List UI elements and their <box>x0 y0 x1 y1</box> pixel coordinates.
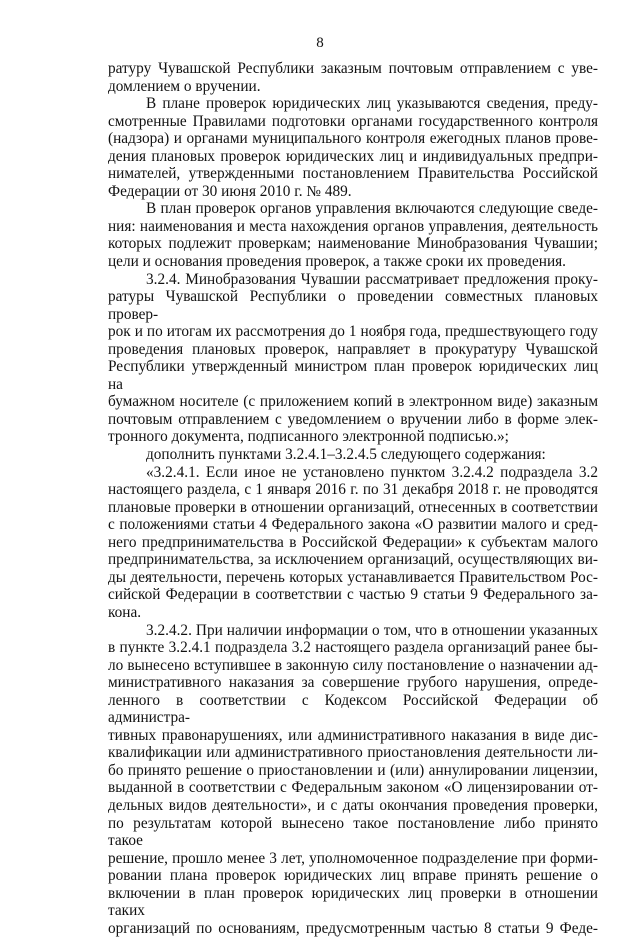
paragraph-management-bodies <box>108 200 598 270</box>
text-line: 3.2.4. Минобразования Чувашии рассматривает предложения проку- <box>108 271 598 289</box>
paragraph-3-2-4-1 <box>108 464 598 622</box>
paragraph-3-2-4 <box>108 271 598 446</box>
text-line: В план проверок органов управления включаются следующие сведе- <box>108 200 598 218</box>
text-line: сийской Федерации в соответствии с частью 9 статьи 9 Федерального за- <box>108 586 598 604</box>
text-line: 3.2.4.2. При наличии информации о том, что в отношении указанных <box>108 622 598 640</box>
text-line: рок и по итогам их рассмотрения до 1 ноября года, предшествующего году <box>108 323 598 341</box>
text-line: включении в план проверок юридических лиц проверки в отношении таких <box>108 885 598 920</box>
text-line: ратуры Чувашской Республики о проведении совместных плановых провер- <box>108 288 598 323</box>
text-line: кона. <box>108 604 598 622</box>
paragraph-continuation <box>108 60 598 95</box>
page-number: 8 <box>0 34 640 52</box>
text-line: тивных правонарушениях, или административного наказания в виде дис- <box>108 727 598 745</box>
text-line: проведения плановых проверок, направляет в прокуратуру Чувашской <box>108 341 598 359</box>
text-line: бо принято решение о приостановлении и (или) аннулировании лицензии, <box>108 762 598 780</box>
text-line: дополнить пунктами 3.2.4.1–3.2.4.5 следующего содержания: <box>108 446 598 464</box>
paragraph-amendment-intro <box>108 446 598 464</box>
text-line: выданной в соответствии с Федеральным законом «О лицензировании от- <box>108 779 598 797</box>
text-line: Республики утвержденный министром план проверок юридических лиц на <box>108 358 598 393</box>
text-line: дения плановых проверок юридических лиц и индивидуальных предпри- <box>108 148 598 166</box>
text-line: (надзора) и органами муниципального контроля ежегодных планов прове- <box>108 130 598 148</box>
text-line: почтовым отправлением с уведомлением о вручении либо в форме элек- <box>108 411 598 429</box>
text-line: предпринимательства, за исключением организаций, осуществляющих ви- <box>108 551 598 569</box>
paragraph-3-2-4-2 <box>108 622 598 937</box>
text-line: В плане проверок юридических лиц указываются сведения, преду- <box>108 95 598 113</box>
text-line: смотренные Правилами подготовки органами государственного контроля <box>108 113 598 131</box>
text-line: «3.2.4.1. Если иное не установлено пунктом 3.2.4.2 подраздела 3.2 <box>108 464 598 482</box>
text-line: квалификации или административного приостановления деятельности ли- <box>108 744 598 762</box>
text-line: организаций по основаниям, предусмотренным частью 8 статьи 9 Феде- <box>108 920 598 937</box>
text-line: Федерации от 30 июня 2010 г. № 489. <box>108 183 598 201</box>
text-line: ния: наименования и места нахождения органов управления, деятельность <box>108 218 598 236</box>
text-line: ды деятельности, перечень которых устанавливается Правительством Рос- <box>108 569 598 587</box>
text-line: плановые проверки в отношении организаций, отнесенных в соответствии <box>108 499 598 517</box>
text-line: цели и основания проведения проверок, а также сроки их проведения. <box>108 253 598 271</box>
text-line: ровании плана проверок юридических лиц вправе принять решение о <box>108 867 598 885</box>
text-line: в пункте 3.2.4.1 подраздела 3.2 настоящего раздела организаций ранее бы- <box>108 639 598 657</box>
text-line: бумажном носителе (с приложением копий в электронном виде) заказным <box>108 393 598 411</box>
text-line: решение, прошло менее 3 лет, уполномоченное подразделение при форми- <box>108 850 598 868</box>
text-line: нимателей, утвержденными постановлением Правительства Российской <box>108 165 598 183</box>
text-line: по результатам которой вынесено такое постановление либо принято такое <box>108 815 598 850</box>
document-body <box>108 60 598 937</box>
text-line: министративного наказания за совершение грубого нарушения, опреде- <box>108 674 598 692</box>
text-line: ратуру Чувашской Республики заказным почтовым отправлением с уве- <box>108 60 598 78</box>
text-line: ло вынесено вступившее в законную силу постановление о назначении ад- <box>108 657 598 675</box>
text-line: ленного в соответствии с Кодексом Российской Федерации об администра- <box>108 692 598 727</box>
text-line: дельных видов деятельности», и с даты окончания проведения проверки, <box>108 797 598 815</box>
text-line: с положениями статьи 4 Федерального закона «О развитии малого и сред- <box>108 516 598 534</box>
text-line: него предпринимательства в Российской Федерации» к субъектам малого <box>108 534 598 552</box>
paragraph-plan-content <box>108 95 598 200</box>
text-line: домлением о вручении. <box>108 78 598 96</box>
text-line: которых подлежит проверкам; наименование Минобразования Чувашии; <box>108 235 598 253</box>
text-line: настоящего раздела, с 1 января 2016 г. по 31 декабря 2018 г. не проводятся <box>108 481 598 499</box>
text-line: тронного документа, подписанного электронной подписью.»; <box>108 428 598 446</box>
